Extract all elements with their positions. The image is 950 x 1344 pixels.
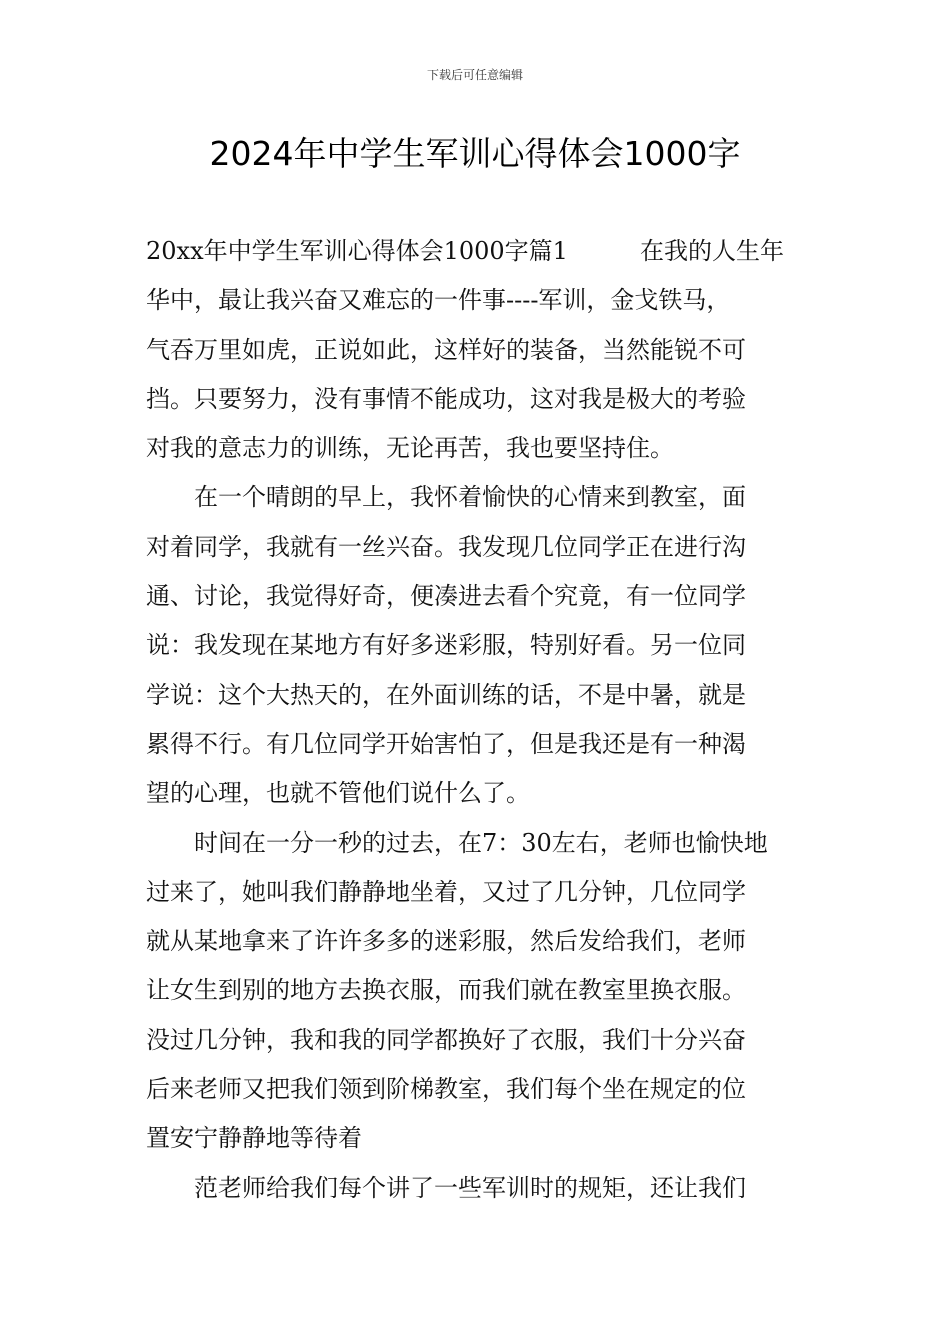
body-line: 望的心理，也就不管他们说什么了。 [146, 779, 530, 808]
body-line: 挡。只要努力，没有事情不能成功，这对我是极大的考验 [146, 384, 746, 413]
body-line: 让女生到别的地方去换衣服，而我们就在教室里换衣服。 [146, 976, 746, 1005]
body-line: 就从某地拿来了许许多多的迷彩服，然后发给我们，老师 [146, 927, 746, 956]
body-line: 对我的意志力的训练，无论再苦，我也要坚持住。 [146, 434, 674, 463]
body-line: 置安宁静静地等待着 [146, 1124, 362, 1153]
body-line: 后来老师又把我们领到阶梯教室，我们每个坐在规定的位 [146, 1075, 746, 1104]
header-note: 下载后可任意编辑 [426, 68, 523, 82]
document-body [146, 227, 806, 1213]
document-title: 2024年中学生军训心得体会1000字 [209, 134, 741, 173]
body-line: 对着同学，我就有一丝兴奋。我发现几位同学正在进行沟 [146, 532, 746, 561]
body-line: 华中，最让我兴奋又难忘的一件事----军训，金戈铁马， [146, 286, 731, 315]
body-line: 气吞万里如虎，正说如此，这样好的装备，当然能锐不可 [146, 335, 746, 364]
body-line: 通、讨论，我觉得好奇，便凑进去看个究竟，有一位同学 [146, 582, 746, 611]
body-line: 时间在一分一秒的过去，在7：30左右，老师也愉快地 [146, 828, 768, 857]
body-line: 20xx年中学生军训心得体会1000字篇1 在我的人生年 [146, 237, 784, 265]
body-line: 范老师给我们每个讲了一些军训时的规矩，还让我们 [146, 1173, 746, 1202]
body-line: 过来了，她叫我们静静地坐着，又过了几分钟，几位同学 [146, 877, 746, 906]
body-line: 没过几分钟，我和我的同学都换好了衣服，我们十分兴奋 [146, 1025, 746, 1054]
body-line: 学说：这个大热天的，在外面训练的话，不是中暑，就是 [146, 680, 746, 709]
body-line: 说：我发现在某地方有好多迷彩服，特别好看。另一位同 [146, 631, 746, 660]
body-line: 累得不行。有几位同学开始害怕了，但是我还是有一种渴 [146, 729, 746, 758]
body-line: 在一个晴朗的早上，我怀着愉快的心情来到教室，面 [146, 483, 746, 512]
